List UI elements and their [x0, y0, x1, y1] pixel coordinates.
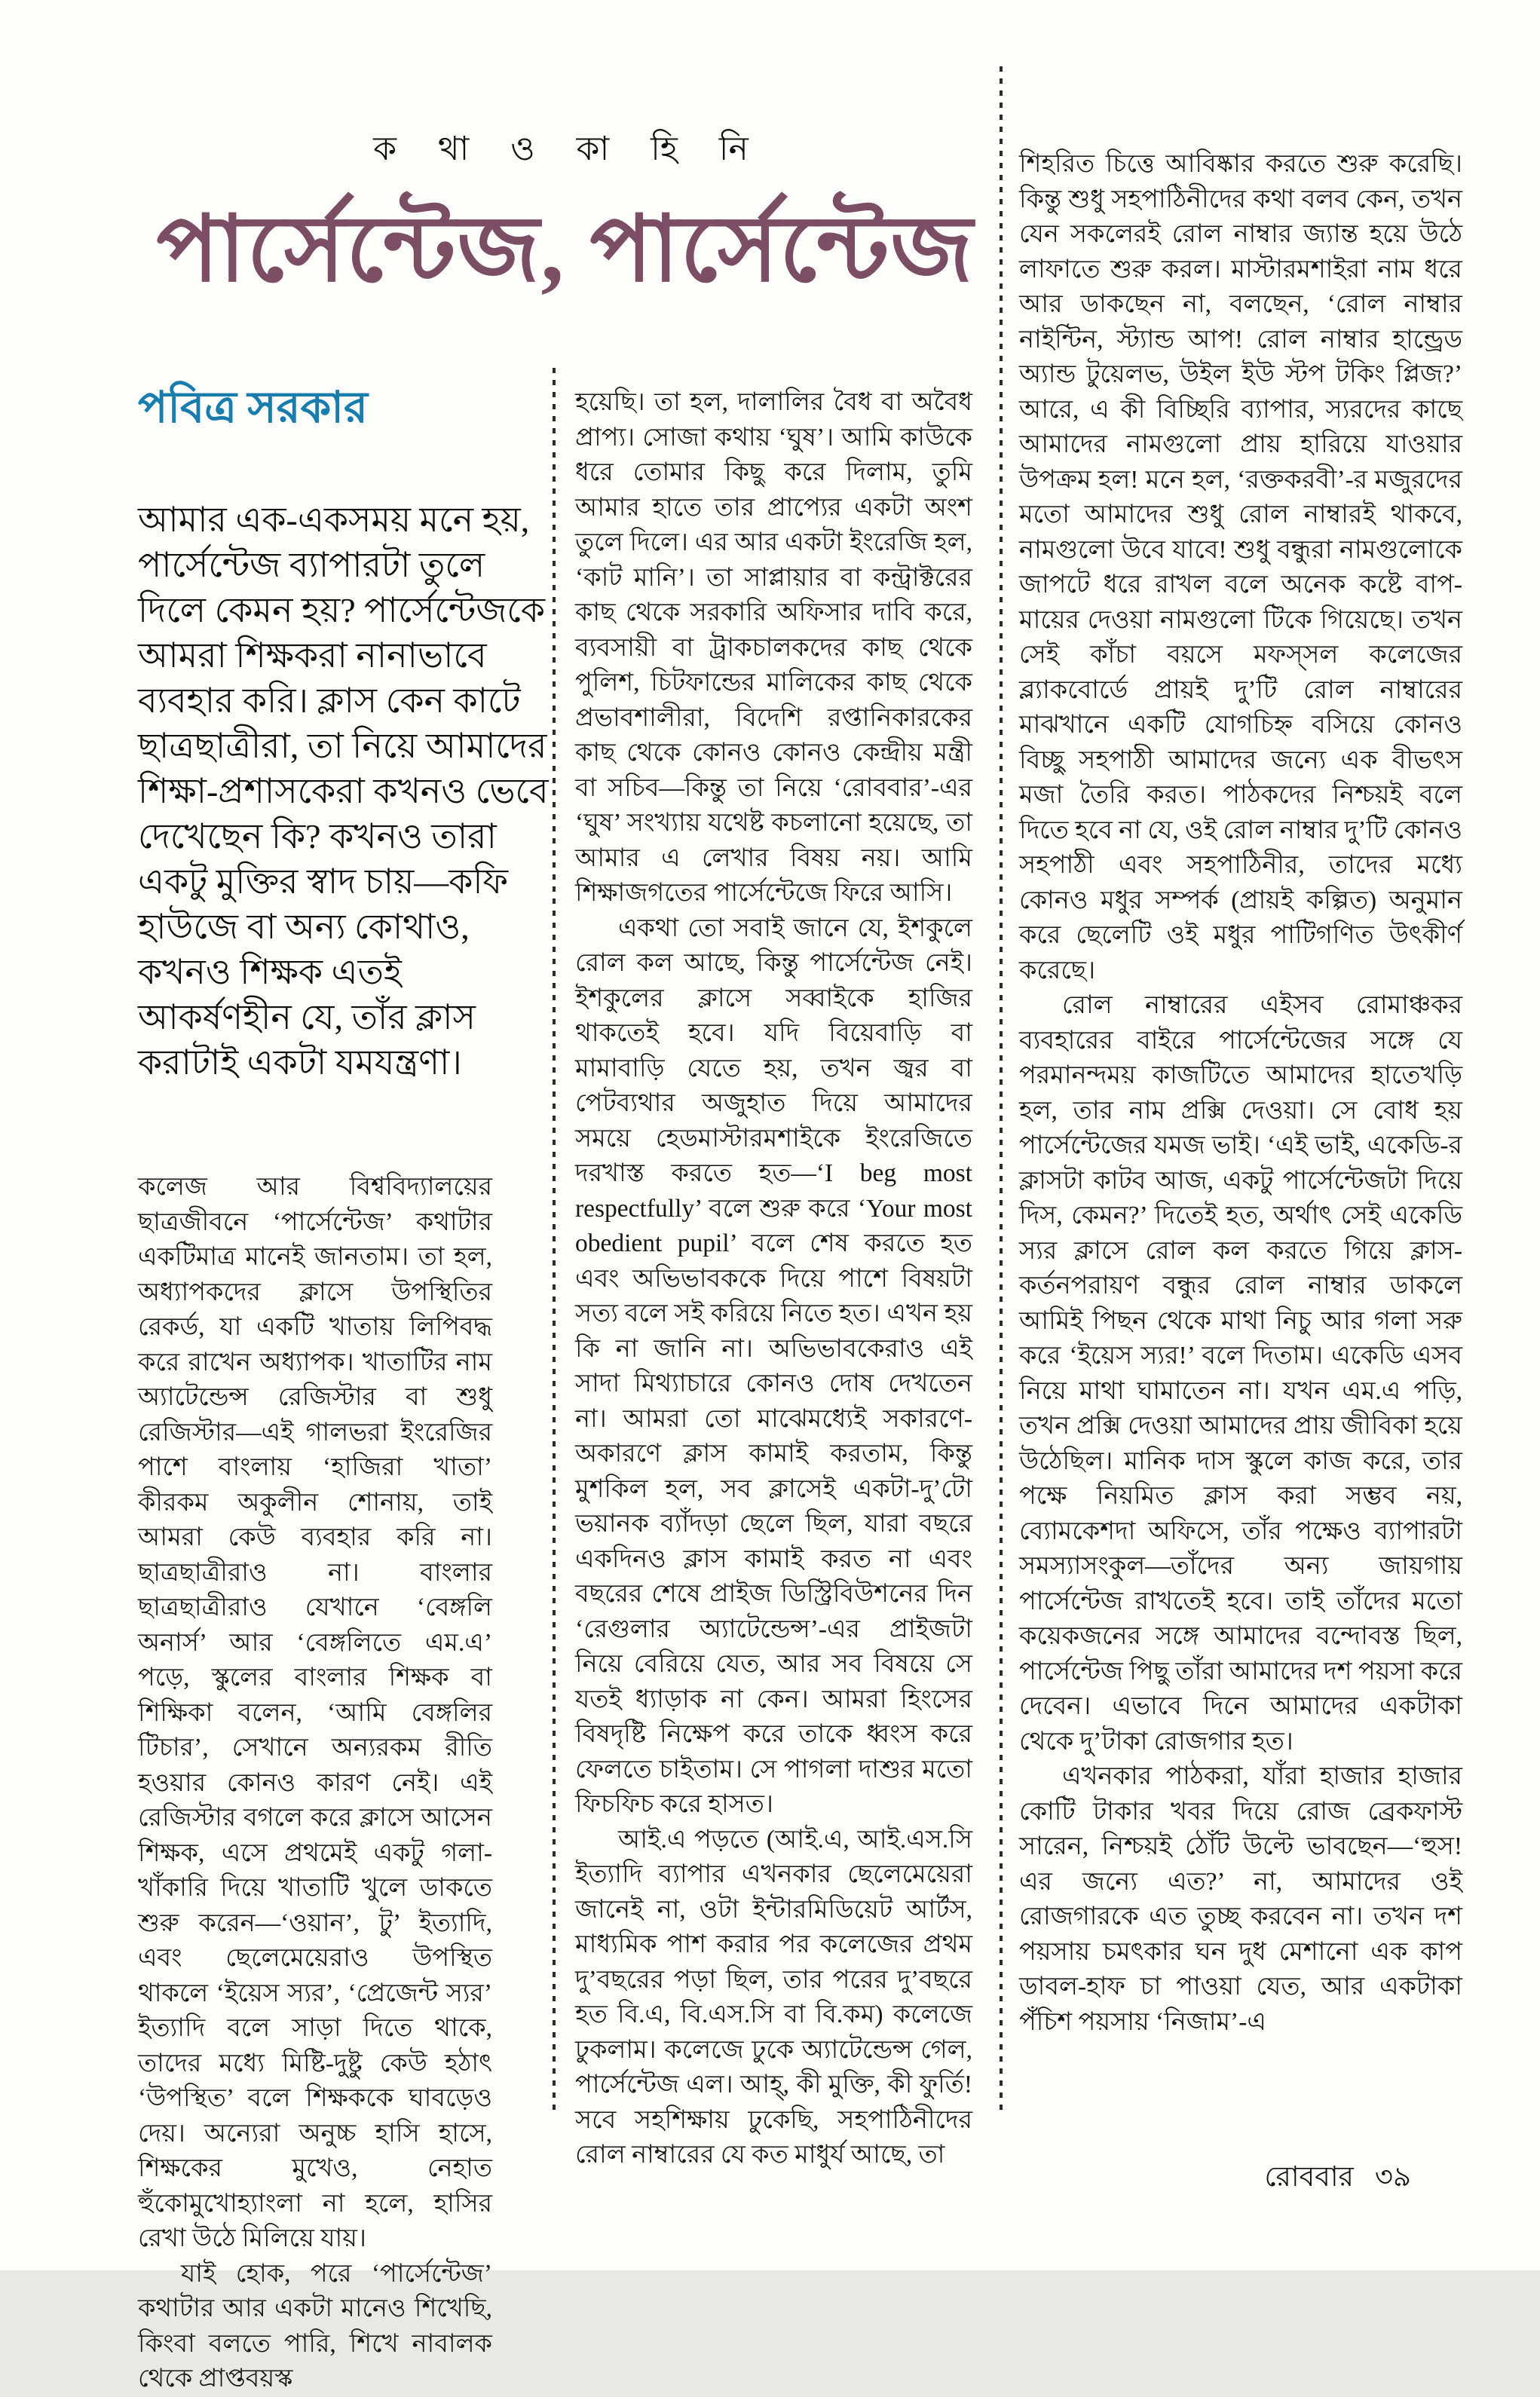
body-column-2	[575, 385, 972, 2169]
body-paragraph: শিহরিত চিত্তে আবিষ্কার করতে শুরু করেছি। কিন্তু শুধু সহপাঠিনীদের কথা বলব কেন, তখন যেন সকলেরই রোল নাম্বার জ্যান্ত হয়ে উঠে লাফাতে শুরু করল। মাস্টারমশাইরা নাম ধরে আর ডাকছেন না, বলছেন, ‘রোল নাম্বার নাইন্টিন, স্ট্যান্ড আপ! রোল নাম্বার হান্ড্রেড অ্যান্ড টুয়েলভ, উইল ইউ স্টপ টকিং প্লিজ?’ আরে, এ কী বিচ্ছিরি ব্যাপার, স্যরদের কাছে আমাদের নামগুলো প্রায় হারিয়ে যাওয়ার উপক্রম হল! মনে হল, ‘রক্তকরবী’-র মজুরদের মতো আমাদের শুধু রোল নাম্বারই থাকবে, নামগুলো উবে যাবে! শুধু বন্ধুরা নামগুলোকে জাপটে ধরে রাখল বলে অনেক কষ্টে বাপ-মায়ের দেওয়া নামগুলো টিকে গিয়েছে। তখন সেই কাঁচা বয়সে মফস্‌সল কলেজের ব্ল্যাকবোর্ডে প্রায়ই দু’টি রোল নাম্বারের মাঝখানে একটি যোগচিহ্ন বসিয়ে কোনও বিচ্ছু সহপাঠী আমাদের জন্যে এক বীভৎস মজা তৈরি করত। পাঠকদের নিশ্চয়ই বলে দিতে হবে না যে, ওই রোল নাম্বার দু’টি কোনও সহপাঠী এবং সহপাঠিনীর, তাদের মধ্যে কোনও মধুর সম্পর্ক (প্রায়ই কল্পিত) অনুমান করে ছেলেটি ওই মধুর পাটিগণিত উৎকীর্ণ করেছে।	[1019, 150, 1462, 984]
footer-page-number: ৩৯	[1374, 2162, 1411, 2193]
body-paragraph: যাই হোক, পরে ‘পার্সেন্টেজ’ কথাটার আর একটা মানেও শিখেছি, কিংবা বলতে পারি, শিখে নাবালক থেকে প্রাপ্তবয়স্ক	[138, 2259, 492, 2392]
intro-paragraph: আমার এক-একসময় মনে হয়, পার্সেন্টেজ ব্যাপারটা তুলে দিলে কেমন হয়? পার্সেন্টেজকে আমরা শিক্ষকরা নানাভাবে ব্যবহার করি। ক্লাস কেন কাটে ছাত্রছাত্রীরা, তা নিয়ে আমাদের শিক্ষা-প্রশাসকেরা কখনও ভেবে দেখেছেন কি? কখনও তারা একটু মুক্তির স্বাদ চায়—কফি হাউজে বা অন্য কোথাও, কখনও শিক্ষক এতই আকর্ষণহীন যে, তাঁর ক্লাস করাটাই একটা যমযন্ত্রণা।	[138, 501, 549, 1082]
body-paragraph: আই.এ পড়তে (আই.এ, আই.এস.সি ইত্যাদি ব্যাপার এখনকার ছেলেমেয়েরা জানেই না, ওটা ইন্টারমিডিয়েট আর্টস, মাধ্যমিক পাশ করার পর কলেজের প্রথম দু’বছরের পড়া ছিল, তার পরের দু’বছরে হত বি.এ, বি.এস.সি বা বি.কম) কলেজে ঢুকলাম। কলেজে ঢুকে অ্যাটেন্ডেন্স গেল, পার্সেন্টেজ এল। আহ্, কী মুক্তি, কী ফুর্তি! সবে সহশিক্ষায় ঢুকেছি, সহপাঠিনীদের রোল নাম্বারের যে কত মাধুর্য আছে, তা	[575, 1825, 972, 2169]
body-paragraph: কলেজ আর বিশ্ববিদ্যালয়ের ছাত্রজীবনে ‘পার্সেন্টেজ’ কথাটার একটিমাত্র মানেই জানতাম। তা হল, অধ্যাপকদের ক্লাসে উপস্থিতির রেকর্ড, যা একটি খাতায় লিপিবদ্ধ করে রাখেন অধ্যাপক। খাতাটির নাম অ্যাটেন্ডেন্স রেজিস্টার বা শুধু রেজিস্টার—এই গালভরা ইংরেজির পাশে বাংলায় ‘হাজিরা খাতা’ কীরকম অকুলীন শোনায়, তাই আমরা কেউ ব্যবহার করি না। ছাত্রছাত্রীরাও না। বাংলার ছাত্রছাত্রীরাও যেখানে ‘বেঙ্গলি অনার্স’ আর ‘বেঙ্গলিতে এম.এ’ পড়ে, স্কুলের বাংলার শিক্ষক বা শিক্ষিকা বলেন, ‘আমি বেঙ্গলির টিচার’, সেখানে অন্যরকম রীতি হওয়ার কোনও কারণ নেই। এই রেজিস্টার বগলে করে ক্লাসে আসেন শিক্ষক, এসে প্রথমেই একটু গলা-খাঁকারি দিয়ে খাতাটি খুলে ডাকতে শুরু করেন—‘ওয়ান’, টু’ ইত্যাদি, এবং ছেলেমেয়েরাও উপস্থিত থাকলে ‘ইয়েস স্যর’, ‘প্রেজেন্ট স্যর’ ইত্যাদি বলে সাড়া দিতে থাকে, তাদের মধ্যে মিষ্টি-দুষ্টু কেউ হঠাৎ ‘উপস্থিত’ বলে শিক্ষককে ঘাবড়েও দেয়। অন্যেরা অনুচ্চ হাসি হাসে, শিক্ষকের মুখেও, নেহাত হুঁকোমুখোহ্যাংলা না হলে, হাসির রেখা উঠে মিলিয়ে যায়।	[138, 1173, 492, 2252]
body-paragraph: একথা তো সবাই জানে যে, ইশকুলে রোল কল আছে, কিন্তু পার্সেন্টেজ নেই। ইশকুলের ক্লাসে সব্বাইকে হাজির থাকতেই হবে। যদি বিয়েবাড়ি বা মামাবাড়ি যেতে হয়, তখন জ্বর বা পেটব্যথার অজুহাত দিয়ে আমাদের সময়ে হেডমাস্টারমশাইকে ইংরেজিতে দরখাস্ত করতে হত—‘I beg most respectfully’ বলে শুরু করে ‘Your most obedient pupil’ বলে শেষ করতে হত এবং অভিভাবককে দিয়ে পাশে বিষয়টা সত্য বলে সই করিয়ে নিতে হত। এখন হয় কি না জানি না। অভিভাবকেরাও এই সাদা মিথ্যাচারে কোনও দোষ দেখতেন না। আমরা তো মাঝেমধ্যেই সকারণে-অকারণে ক্লাস কামাই করতাম, কিন্তু মুশকিল হল, সব ক্লাসেই একটা-দু’টো ভয়ানক ব্যাঁদড়া ছেলে ছিল, যারা বছরে একদিনও ক্লাস কামাই করত না এবং বছরের শেষে প্রাইজ ডিস্ট্রিবিউশনের দিন ‘রেগুলার অ্যাটেন্ডেন্স’-এর প্রাইজটা নিয়ে বেরিয়ে যেত, আর সব বিষয়ে সে যতই ধ্যাড়াক না কেন। আমরা হিংসের বিষদৃষ্টি নিক্ষেপ করে তাকে ধ্বংস করে ফেলতে চাইতাম। সে পাগলা দাশুর মতো ফিচফিচ করে হাসত।	[575, 914, 972, 1818]
column-divider	[553, 368, 556, 2111]
body-paragraph: রোল নাম্বারের এইসব রোমাঞ্চকর ব্যবহারের বাইরে পার্সেন্টেজের সঙ্গে যে পরমানন্দময় কাজটিতে আমাদের হাতেখড়ি হল, তার নাম প্রক্সি দেওয়া। সে বোধ হয় পার্সেন্টেজের যমজ ভাই। ‘এই ভাই, একেডি-র ক্লাসটা কাটব আজ, একটু পার্সেন্টেজটা দিয়ে দিস, কেমন?’ দিতেই হত, অর্থাৎ সেই একেডি স্যর ক্লাসে রোল কল করতে গিয়ে ক্লাস-কর্তনপরায়ণ বন্ধুর রোল নাম্বার ডাকলে আমিই পিছন থেকে মাথা নিচু আর গলা সরু করে ‘ইয়েস স্যর!’ বলে দিতাম। একেডি এসব নিয়ে মাথা ঘামাতেন না। যখন এম.এ পড়ি, তখন প্রক্সি দেওয়া আমাদের প্রায় জীবিকা হয়ে উঠেছিল। মানিক দাস স্কুলে কাজ করে, তার পক্ষে নিয়মিত ক্লাস করা সম্ভব নয়, ব্যোমকেশদা অফিসে, তাঁর পক্ষেও ব্যাপারটা সমস্যাসংকুল—তাঁদের অন্য জায়গায় পার্সেন্টেজ রাখতেই হবে। তাই তাঁদের মতো কয়েকজনের সঙ্গে আমাদের বন্দোবস্ত ছিল, পার্সেন্টেজ পিছু তাঁরা আমাদের দশ পয়সা করে দেবেন। এভাবে দিনে আমাদের একটাকা থেকে দু’টাকা রোজগার হত।	[1019, 991, 1462, 1756]
article-title: পার্সেন্টেজ, পার্সেন্টেজ	[156, 199, 975, 301]
body-column-1	[138, 1170, 492, 2397]
body-paragraph: এখনকার পাঠকরা, যাঁরা হাজার হাজার কোটি টাকার খবর দিয়ে রোজ ব্রেকফাস্ট সারেন, নিশ্চয়ই ঠোঁট উল্টে ভাবছেন—‘হুস! এর জন্যে এত?’ না, আমাদের ওই রোজগারকে এত তুচ্ছ করবেন না। তখন দশ পয়সায় চমৎকার ঘন দুধ মেশানো এক কাপ ডাবল-হাফ চা পাওয়া যেত, আর একটাকা পঁচিশ পয়সায় ‘নিজাম’-এ	[1019, 1762, 1462, 2036]
footer-magazine-name: রোববার	[1264, 2162, 1354, 2193]
body-paragraph: হয়েছি। তা হল, দালালির বৈধ বা অবৈধ প্রাপ্য। সোজা কথায় ‘ঘুষ’। আমি কাউকে ধরে তোমার কিছু করে দিলাম, তুমি আমার হাতে তার প্রাপ্যের একটা অংশ তুলে দিলে। এর আর একটা ইংরেজি হল, ‘কাট মানি’। তা সাপ্লায়ার বা কন্ট্রাক্টরের কাছ থেকে সরকারি অফিসার দাবি করে, ব্যবসায়ী বা ট্রাকচালকদের কাছ থেকে পুলিশ, চিটফান্ডের মালিকের কাছ থেকে প্রভাবশালীরা, বিদেশি রপ্তানিকারকের কাছ থেকে কোনও কোনও কেন্দ্রীয় মন্ত্রী বা সচিব—কিন্তু তা নিয়ে ‘রোববার’-এর ‘ঘুষ’ সংখ্যায় যথেষ্ট কচলানো হয়েছে, তা আমার এ লেখার বিষয় নয়। আমি শিক্ষাজগতের পার্সেন্টেজে ফিরে আসি।	[575, 388, 972, 907]
body-column-3	[1019, 147, 1462, 2114]
section-header: ক থা ও কা হি নি	[373, 130, 765, 167]
column-divider	[1000, 66, 1003, 2112]
page-footer	[1019, 2154, 1411, 2202]
author-name: পবিত্র সরকার	[138, 383, 368, 432]
